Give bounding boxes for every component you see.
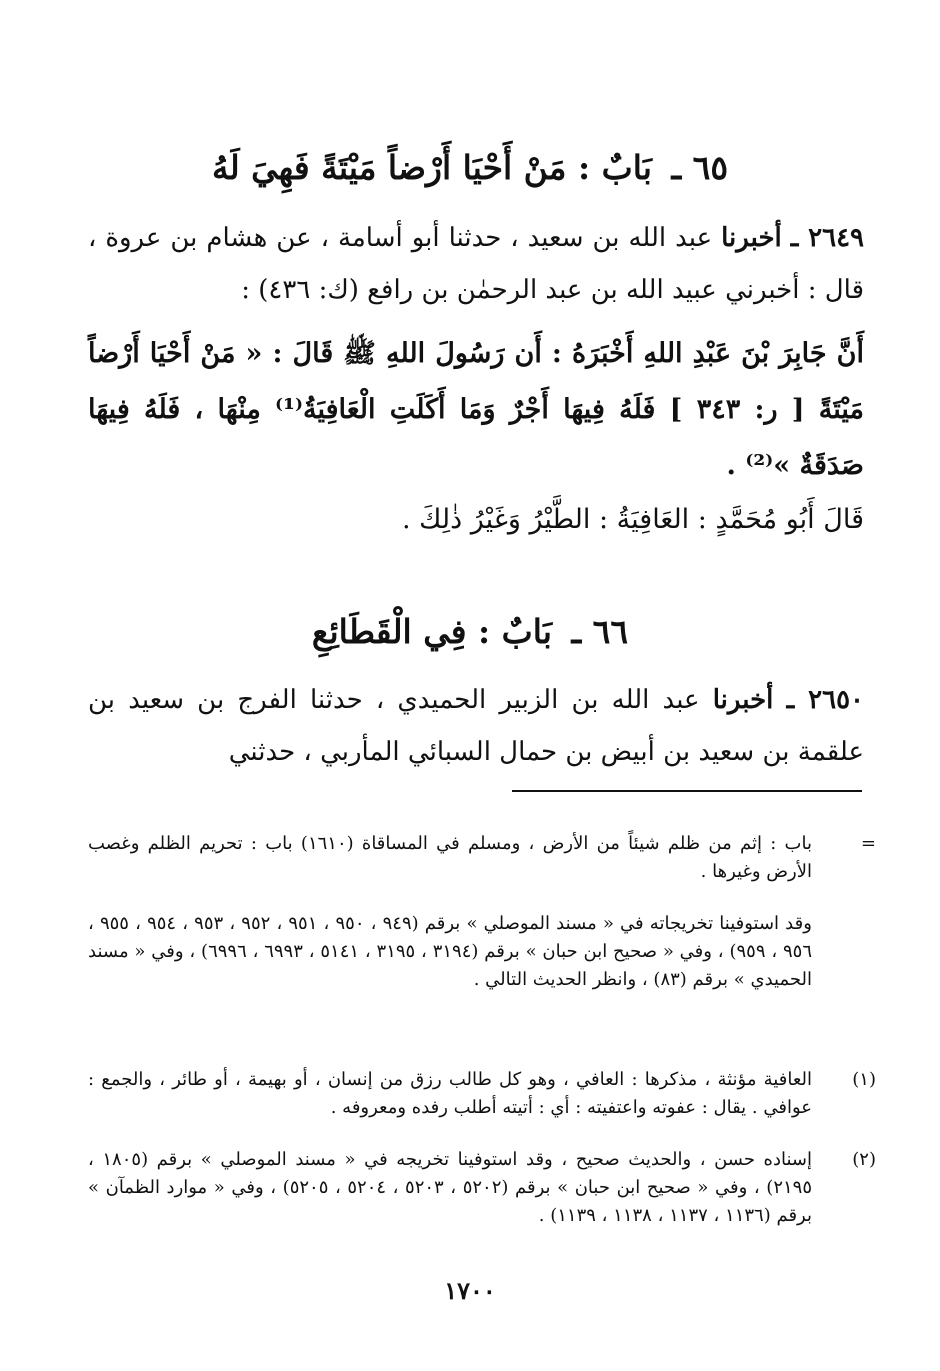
hadith-2649-number: ٢٦٤٩ ـ bbox=[790, 223, 865, 253]
chapter-66-number: ٦٦ ـ bbox=[571, 612, 629, 651]
hadith-2650-number: ٢٦٥٠ ـ bbox=[786, 685, 864, 715]
hadith-2650-akhbarana: أخبرنا bbox=[712, 685, 774, 715]
chapter-66-heading bbox=[0, 610, 940, 654]
footnote-text: إسناده حسن ، والحديث صحيح ، وقد استوفينا تخريجه في « مسند الموصلي » برقم (١٨٠٥ ، ٢١٩٥) ، وفي « صحيح ابن حبان » برقم (٥٢٠٢ ، ٥٢٠٣ ، ٥٢٠٤ ، ٥٢٠٥) ، وفي « موارد الظمآن » برقم (١١٣٦ ، ١١٣٧ ، ١١٣٨ ، ١١٣٩) . bbox=[88, 1149, 812, 1226]
chapter-66-title: بَابٌ : فِي الْقَطَائِعِ bbox=[311, 612, 552, 651]
hadith-2650-isnad-text: عبد الله بن الزبير الحميدي ، حدثنا الفرج بن سعيد بن علقمة بن سعيد بن أبيض بن حمال السبائي المأربي ، حدثني bbox=[88, 685, 864, 767]
footnote-continued bbox=[88, 830, 876, 886]
footnote-separator bbox=[512, 790, 862, 792]
footnote-2 bbox=[88, 1146, 876, 1230]
footnote-marker: (١) bbox=[852, 1069, 876, 1090]
hadith-2649-isnad bbox=[88, 212, 864, 316]
footnote-1 bbox=[88, 1066, 876, 1122]
hadith-2649-isnad-text: عبد الله بن سعيد ، حدثنا أبو أسامة ، عن هشام بن عروة ، قال : أخبرني عبيد الله بن عبد الرحمٰن بن رافع (ك: ٤٣٦) : bbox=[88, 223, 864, 305]
footnote-text: باب : إثم من ظلم شيئاً من الأرض ، ومسلم في المساقاة (١٦١٠) باب : تحريم الظلم وغصب الأرض وغيرها . bbox=[88, 833, 812, 882]
footnote-text: وقد استوفينا تخريجاته في « مسند الموصلي » برقم (٩٤٩ ، ٩٥٠ ، ٩٥١ ، ٩٥٢ ، ٩٥٣ ، ٩٥٤ ، ٩٥٥ ، ٩٥٦ ، ٩٥٩) ، وفي « صحيح ابن حبان » برقم (٣١٩٤ ، ٣١٩٥ ، ٥١٤١ ، ٦٩٩٣ ، ٦٩٩٦) ، وفي « مسند الحميدي » برقم (٨٣) ، وانظر الحديث التالي . bbox=[88, 913, 812, 990]
chapter-65-number: ٦٥ ـ bbox=[671, 148, 729, 187]
page-number: ١٧٠٠ bbox=[444, 1276, 496, 1305]
hadith-2649-comment: قَالَ أَبُو مُحَمَّدٍ : العَافِيَةُ : الطَّيْرُ وَغَيْرُ ذٰلِكَ . bbox=[401, 504, 864, 535]
hadith-2649-akhbarana: أخبرنا bbox=[721, 223, 782, 253]
chapter-65-heading bbox=[0, 146, 940, 190]
footnote-continued-2 bbox=[88, 910, 864, 994]
hadith-2650-isnad bbox=[88, 674, 864, 778]
footnote-marker: (٢) bbox=[852, 1149, 876, 1170]
chapter-65-title: بَابٌ : مَنْ أَحْيَا أَرْضاً مَيْتَةً فَهِيَ لَهُ bbox=[211, 148, 652, 187]
footnote-marker: = bbox=[860, 833, 876, 854]
hadith-2649-matn: أَنَّ جَابِرَ بْنَ عَبْدِ اللهِ أَخْبَرَهُ : أَن رَسُولَ اللهِ ﷺ قَالَ : « مَنْ أَحْيَا أَرْضاً مَيْتَةً [ ر: ٣٤٣ ] فَلَهُ فِيهَا أَجْرٌ وَمَا أَكَلَتِ الْعَافِيَةُ⁽¹⁾ مِنْهَا ، فَلَهُ فِيهَا صَدَقَةٌ »⁽²⁾ . bbox=[88, 338, 865, 481]
footnote-text: العافية مؤنثة ، مذكرها : العافي ، وهو كل طالب رزق من إنسان ، أو بهيمة ، أو طائر ، والجمع : عوافي . يقال : عفوته واعتفيته : أي : أتيته أطلب رفده ومعروفه . bbox=[88, 1069, 812, 1118]
